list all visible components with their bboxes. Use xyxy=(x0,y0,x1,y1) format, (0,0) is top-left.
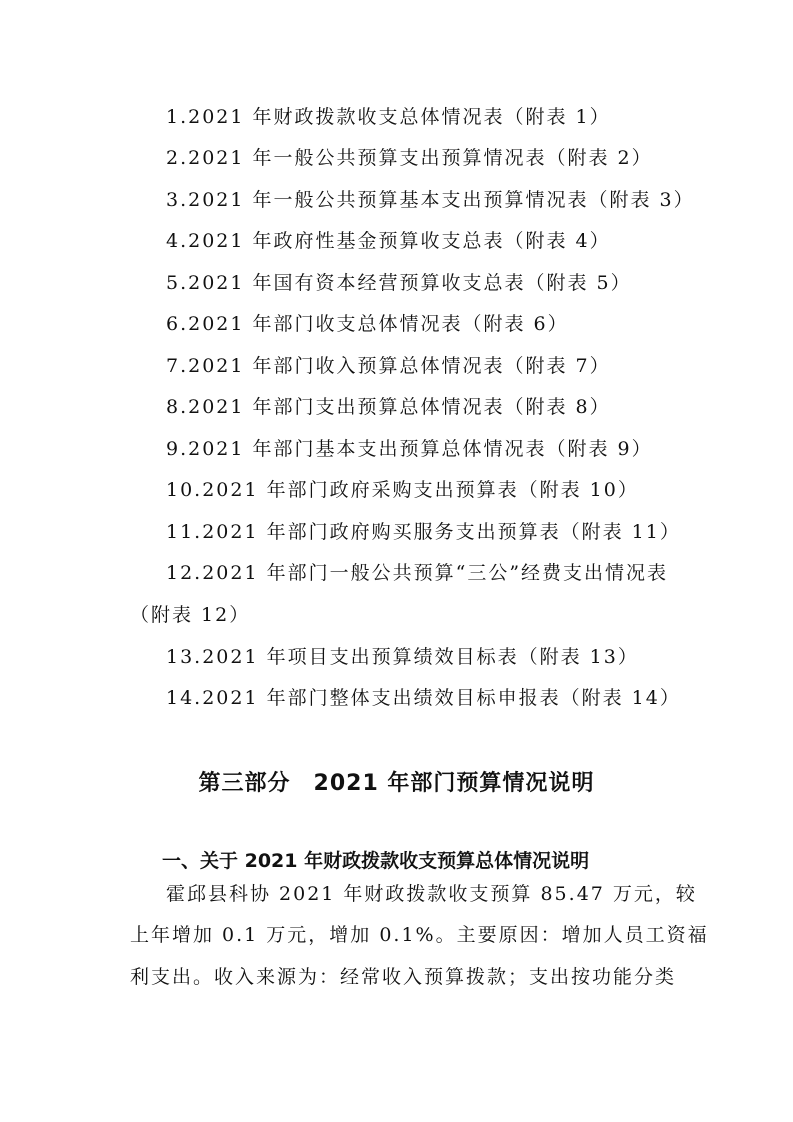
toc-item-3: 3.2021 年一般公共预算基本支出预算情况表（附表 3） xyxy=(166,189,695,211)
toc-item-13: 13.2021 年项目支出预算绩效目标表（附表 13） xyxy=(166,646,639,668)
subsection-title: 一、关于 2021 年财政拨款收支预算总体情况说明 xyxy=(162,850,590,872)
toc-item-6: 6.2021 年部门收支总体情况表（附表 6） xyxy=(166,313,569,335)
toc-item-14: 14.2021 年部门整体支出绩效目标申报表（附表 14） xyxy=(166,687,681,709)
toc-item-12: 12.2021 年部门一般公共预算“三公”经费支出情况表 xyxy=(166,562,669,584)
toc-item-1: 1.2021 年财政拨款收支总体情况表（附表 1） xyxy=(166,106,611,128)
paragraph-line-3: 利支出。收入来源为：经常收入预算拨款；支出按功能分类 xyxy=(130,966,677,988)
toc-item-8: 8.2021 年部门支出预算总体情况表（附表 8） xyxy=(166,396,611,418)
paragraph-line-1: 霍邱县科协 2021 年财政拨款收支预算 85.47 万元，较 xyxy=(166,883,697,905)
toc-item-11: 11.2021 年部门政府购买服务支出预算表（附表 11） xyxy=(166,521,681,543)
toc-item-5: 5.2021 年国有资本经营预算收支总表（附表 5） xyxy=(166,272,632,294)
section-title: 第三部分 2021 年部门预算情况说明 xyxy=(198,771,595,796)
toc-item-9: 9.2021 年部门基本支出预算总体情况表（附表 9） xyxy=(166,438,653,460)
toc-item-10: 10.2021 年部门政府采购支出预算表（附表 10） xyxy=(166,479,639,501)
toc-item-4: 4.2021 年政府性基金预算收支总表（附表 4） xyxy=(166,230,611,252)
toc-item-7: 7.2021 年部门收入预算总体情况表（附表 7） xyxy=(166,355,611,377)
toc-item-2: 2.2021 年一般公共预算支出预算情况表（附表 2） xyxy=(166,147,653,169)
paragraph-line-2: 上年增加 0.1 万元，增加 0.1%。主要原因：增加人员工资福 xyxy=(130,924,709,946)
toc-item-12-continuation: （附表 12） xyxy=(130,604,251,626)
